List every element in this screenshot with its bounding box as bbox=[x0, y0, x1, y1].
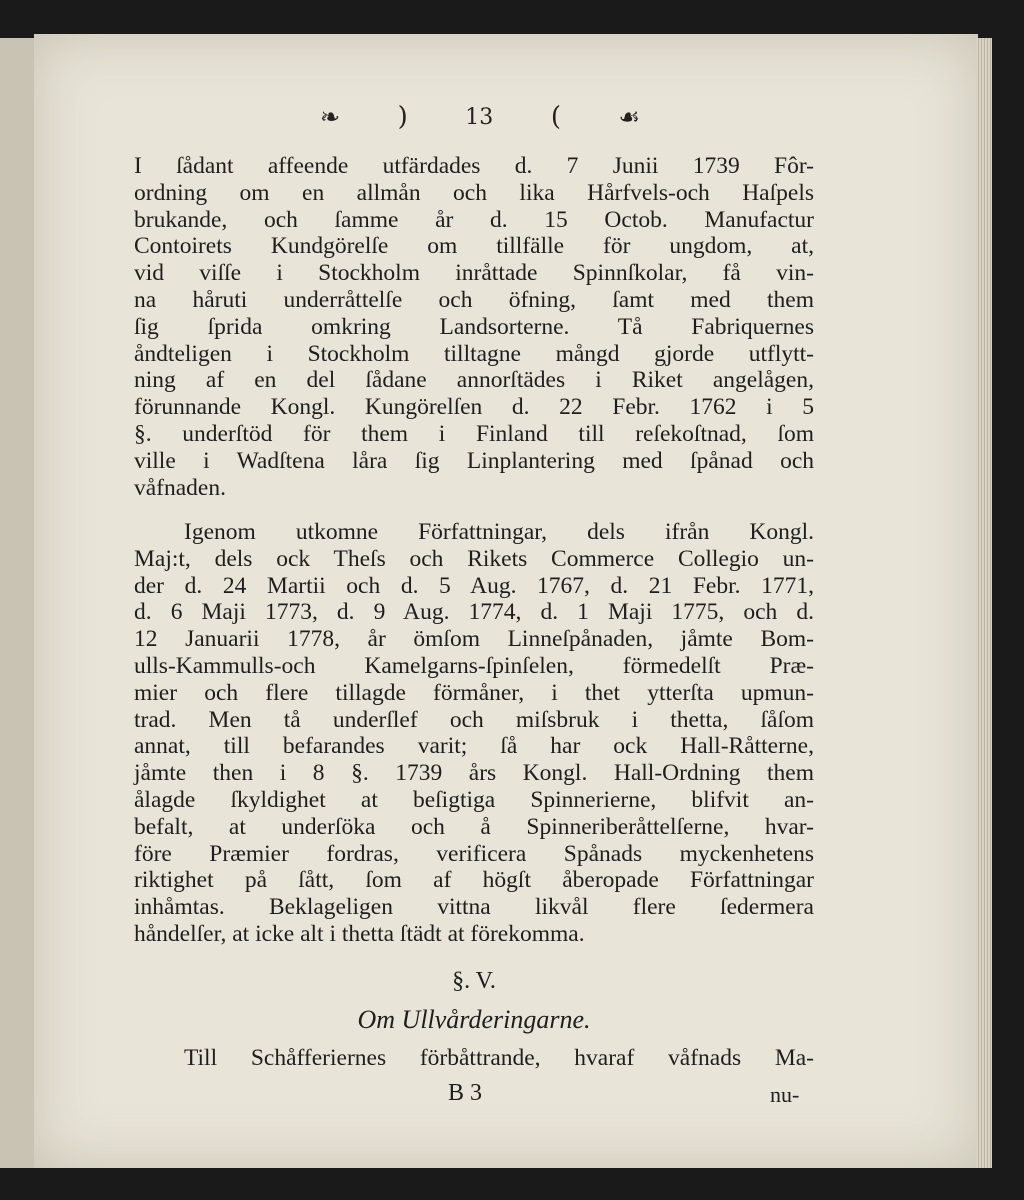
header-paren-left: ) bbox=[397, 102, 408, 132]
section-number: §. V. bbox=[452, 968, 496, 994]
text-line: åndteligen i Stockholm tilltagne mångd gjorde utflytt- bbox=[134, 340, 814, 367]
text-line: Maj:t, dels ock Theſs och Rikets Commerce Collegio un- bbox=[134, 545, 814, 572]
page-number: 13 bbox=[465, 104, 494, 130]
catchword: nu- bbox=[770, 1082, 800, 1107]
text-line: Igenom utkomne Författningar, dels ifrån Kongl. bbox=[184, 519, 814, 545]
text-line: ulls-Kammulls-och Kamelgarns-ſpinſelen, förmedelſt Præ- bbox=[134, 652, 814, 679]
paragraph-2 bbox=[134, 519, 814, 948]
text-line: na håruti underråttelſe och öfning, ſamt med them bbox=[134, 286, 814, 313]
text-line: ville i Wadſtena låra ſig Linplantering med ſpånad och bbox=[134, 447, 814, 474]
text-line: våfnaden. bbox=[134, 474, 226, 501]
text-line: I ſådant affeende utfärdades d. 7 Junii 1739 Fôr- bbox=[134, 153, 814, 179]
text-line: jåmte then i 8 §. 1739 års Kongl. Hall-Ordning them bbox=[134, 760, 814, 787]
text-line: förunnande Kongl. Kungörelſen d. 22 Febr. 1762 i 5 bbox=[134, 394, 814, 421]
text-line: riktighet på ſått, ſom af högſt åberopade Författningar bbox=[134, 867, 814, 894]
text-line: vid viſſe i Stockholm inråttade Spinnſkolar, få vin- bbox=[134, 260, 814, 287]
paragraph-3 bbox=[134, 1045, 814, 1072]
text-line: der d. 24 Martii och d. 5 Aug. 1767, d. 21 Febr. 1771, bbox=[134, 572, 814, 599]
signature-mark: B 3 bbox=[448, 1080, 483, 1106]
text-line: mier och flere tillagde förmåner, i thet ytterſta upmun- bbox=[134, 679, 814, 706]
text-line: Till Schåfferiernes förbåttrande, hvaraf våfnads Ma- bbox=[184, 1045, 814, 1071]
text-line: ning af en del ſådane annorſtädes i Riket angelågen, bbox=[134, 367, 814, 394]
text-line: inhåmtas. Beklageligen vittna likvål flere ſedermera bbox=[134, 894, 814, 921]
text-line: håndelſer, at icke alt i thetta ſtädt at förekomma. bbox=[134, 920, 585, 947]
paragraph-1 bbox=[134, 153, 814, 501]
text-line: före Præmier fordras, verificera Spånads myckenhetens bbox=[134, 840, 814, 867]
text-line: ordning om en allmån och lika Hårfvels-och Haſpels bbox=[134, 179, 814, 206]
text-line: d. 6 Maji 1773, d. 9 Aug. 1774, d. 1 Maji 1775, och d. bbox=[134, 599, 814, 626]
ornament-left-icon: ❧ bbox=[320, 103, 341, 131]
text-line: Contoirets Kundgörelſe om tillfälle för ungdom, at, bbox=[134, 233, 814, 260]
text-line: befalt, at underſöka och å Spinneriberåttelſerne, hvar- bbox=[134, 813, 814, 840]
page-stack-edge bbox=[976, 38, 992, 1168]
text-line: 12 Januarii 1778, år ömſom Linneſpånaden, jåmte Bom- bbox=[134, 626, 814, 653]
running-header bbox=[320, 102, 640, 132]
text-line: annat, till befarandes varit; ſå har ock Hall-Råtterne, bbox=[134, 733, 814, 760]
text-line: brukande, och ſamme år d. 15 Octob. Manufactur bbox=[134, 206, 814, 233]
text-line: trad. Men tå underſlef och miſsbruk i thetta, ſåſom bbox=[134, 706, 814, 733]
section-title: Om Ullvårderingarne. bbox=[357, 1005, 591, 1034]
ornament-right-icon: ☙ bbox=[618, 103, 640, 131]
text-line: ålagde ſkyldighet at beſigtiga Spinnerierne, blifvit an- bbox=[134, 786, 814, 813]
text-line: §. underſtöd för them i Finland till reſekoſtnad, ſom bbox=[134, 420, 814, 447]
text-line: ſig ſprida omkring Landsorterne. Tå Fabriquernes bbox=[134, 313, 814, 340]
header-paren-right: ( bbox=[550, 102, 561, 132]
